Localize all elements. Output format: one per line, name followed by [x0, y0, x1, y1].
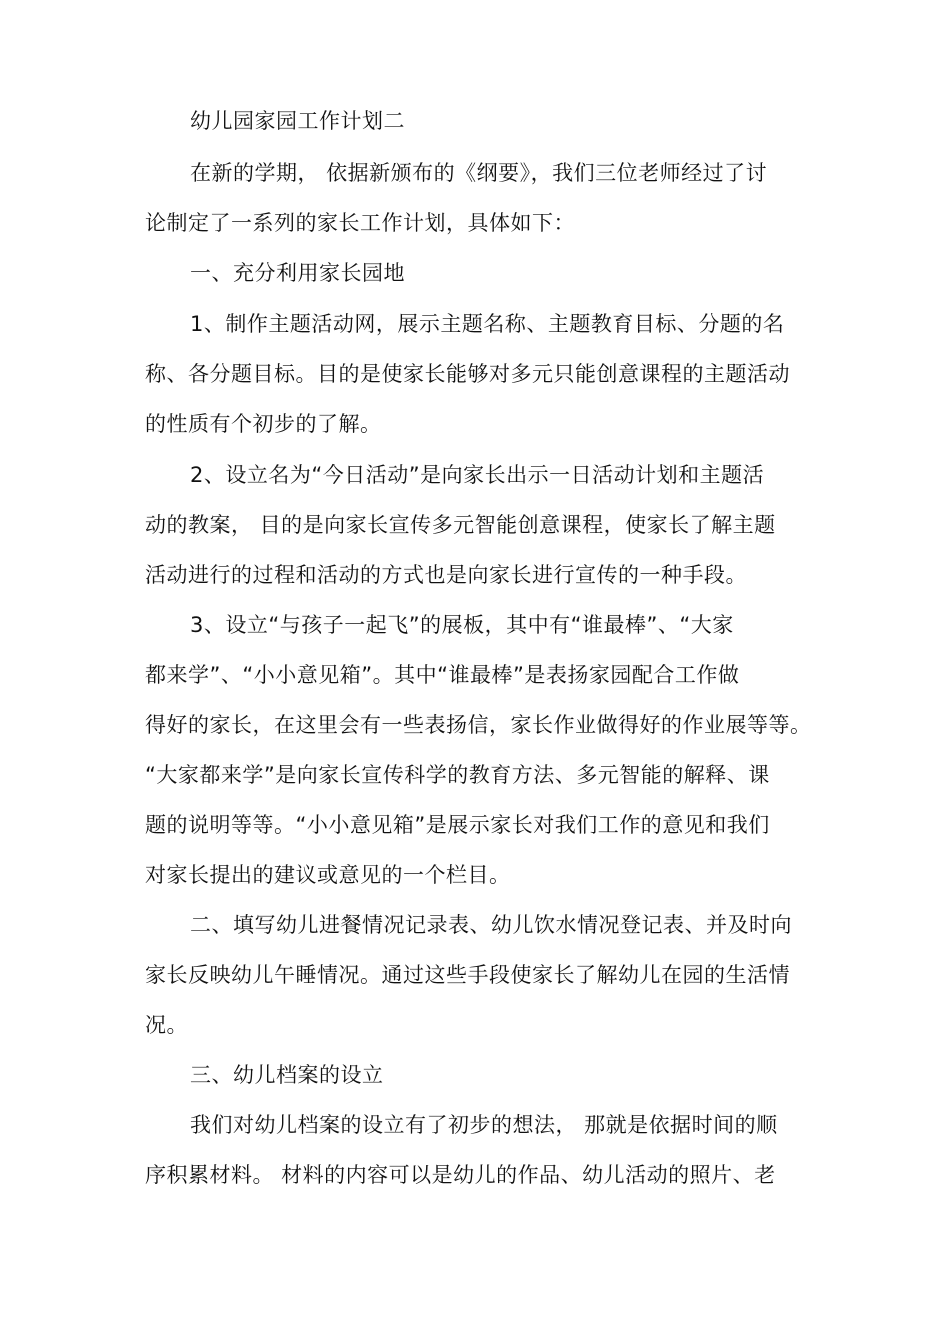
- text-line: 2、设立名为“今日活动”是向家长出示一日活动计划和主题活: [190, 463, 765, 487]
- text-line: 我们对幼儿档案的设立有了初步的想法， 那就是依据时间的顺: [190, 1113, 778, 1137]
- text-line: 得好的家长，在这里会有一些表扬信，家长作业做得好的作业展等等。: [145, 713, 812, 737]
- section-heading: 二、填写幼儿进餐情况记录表、幼儿饮水情况登记表、并及时向: [190, 913, 792, 937]
- text-line: 称、各分题目标。目的是使家长能够对多元只能创意课程的主题活动: [145, 362, 790, 386]
- text-line: 对家长提出的建议或意见的一个栏目。: [145, 863, 511, 887]
- text-line: 在新的学期， 依据新颁布的《纲要》，我们三位老师经过了讨: [190, 161, 768, 185]
- text-line: 序积累材料。 材料的内容可以是幼儿的作品、幼儿活动的照片、老: [145, 1163, 776, 1187]
- text-line: 家长反映幼儿午睡情况。通过这些手段使家长了解幼儿在园的生活情: [145, 963, 790, 987]
- text-line: 题的说明等等。“小小意见箱”是展示家长对我们工作的意见和我们: [145, 813, 770, 837]
- text-line: 活动进行的过程和活动的方式也是向家长进行宣传的一种手段。: [145, 563, 747, 587]
- text-line: “大家都来学”是向家长宣传科学的教育方法、多元智能的解释、课: [145, 763, 770, 787]
- text-line: 1、制作主题活动网，展示主题名称、主题教育目标、分题的名: [190, 312, 785, 336]
- text-line: 的性质有个初步的了解。: [145, 412, 382, 436]
- text-line: 都来学”、“小小意见箱”。其中“谁最棒”是表扬家园配合工作做: [145, 663, 740, 687]
- text-line: 论制定了一系列的家长工作计划，具体如下：: [145, 211, 575, 235]
- text-line: 况。: [145, 1013, 188, 1037]
- section-heading: 一、充分利用家长园地: [190, 261, 405, 285]
- section-heading: 三、幼儿档案的设立: [190, 1063, 384, 1087]
- text-line: 动的教案， 目的是向家长宣传多元智能创意课程，使家长了解主题: [145, 513, 776, 537]
- text-line: 3、设立“与孩子一起飞”的展板，其中有“谁最棒”、“大家: [190, 613, 734, 637]
- document-title: 幼儿园家园工作计划二: [190, 109, 405, 133]
